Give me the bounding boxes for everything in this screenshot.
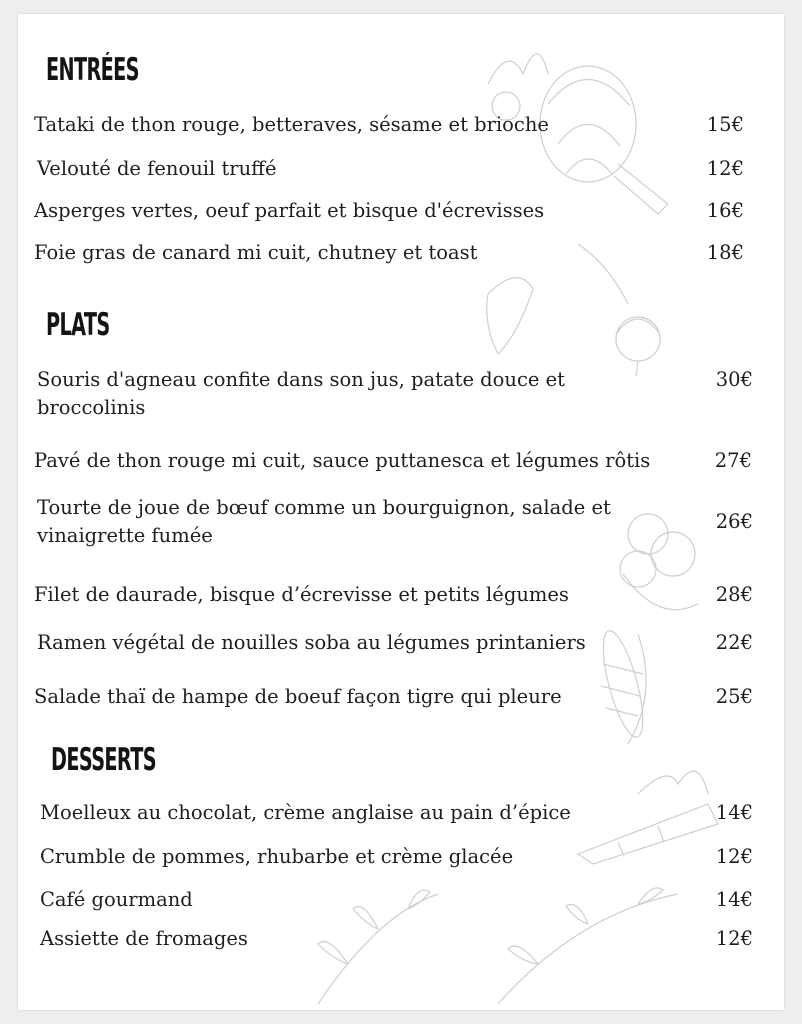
dish-name: Tourte de joue de bœuf comme un bourguignon, salade et vinaigrette fumée (37, 496, 611, 547)
dish-name: Moelleux au chocolat, crème anglaise au pain d’épice (40, 801, 571, 824)
dish-price: 15€ (706, 113, 744, 136)
dish-name: Ramen végétal de nouilles soba au légumes printaniers (37, 631, 586, 654)
dish-price: 22€ (715, 631, 753, 654)
dish-name: Foie gras de canard mi cuit, chutney et toast (34, 241, 478, 264)
dish-price: 14€ (715, 888, 753, 911)
dish-price: 12€ (715, 927, 753, 950)
section-heading-plats: PLATS (46, 307, 110, 343)
dish-price: 25€ (715, 685, 753, 708)
dish-price: 12€ (706, 157, 744, 180)
dish-name: Asperges vertes, oeuf parfait et bisque d'écrevisses (34, 199, 545, 222)
dish-name: Assiette de fromages (40, 927, 248, 950)
dish-name: Souris d'agneau confite dans son jus, patate douce et broccolinis (37, 368, 566, 419)
dish-price: 30€ (715, 368, 753, 391)
dish-name: Crumble de pommes, rhubarbe et crème glacée (40, 845, 514, 868)
dish-price: 27€ (714, 449, 752, 472)
section-heading-desserts: DESSERTS (51, 742, 156, 778)
dish-price: 18€ (706, 241, 744, 264)
section-heading-entrees: ENTRÉES (46, 52, 139, 88)
dish-name: Velouté de fenouil truffé (37, 157, 277, 180)
dish-price: 26€ (715, 510, 753, 533)
dish-name: Pavé de thon rouge mi cuit, sauce puttanesca et légumes rôtis (34, 449, 651, 472)
menu-page (18, 14, 784, 1010)
dish-name: Café gourmand (40, 888, 193, 911)
dish-price: 16€ (706, 199, 744, 222)
dish-price: 14€ (715, 801, 753, 824)
dish-price: 12€ (715, 845, 753, 868)
dish-name: Salade thaï de hampe de boeuf façon tigre qui pleure (34, 685, 562, 708)
dish-name: Filet de daurade, bisque d’écrevisse et petits légumes (34, 583, 569, 606)
dish-name: Tataki de thon rouge, betteraves, sésame et brioche (34, 113, 549, 136)
dish-price: 28€ (715, 583, 753, 606)
